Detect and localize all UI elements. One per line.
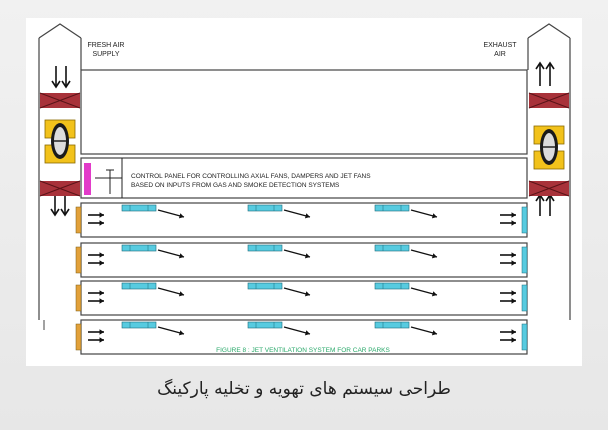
right-arrow-icon bbox=[500, 212, 516, 217]
outlet-grille bbox=[522, 207, 527, 233]
outlet-grille bbox=[522, 247, 527, 273]
jet-fan-icon bbox=[122, 322, 156, 328]
persian-caption: طراحی سیستم های تهویه و تخلیه پارکینگ bbox=[157, 379, 451, 399]
up-arrow-icon bbox=[536, 195, 554, 216]
fresh-air-label-1: FRESH AIR bbox=[87, 42, 125, 49]
right-arrow-icon bbox=[500, 337, 516, 342]
airflow-arrow bbox=[284, 327, 310, 335]
right-arrow-icon bbox=[500, 290, 516, 295]
airflow-arrow bbox=[411, 210, 437, 218]
down-arrow-icon bbox=[51, 196, 69, 215]
airflow-arrow bbox=[411, 250, 437, 258]
jet-fan-icon bbox=[248, 322, 282, 328]
exhaust-label-1: EXHAUST bbox=[483, 42, 517, 49]
right-arrow-icon bbox=[88, 329, 104, 334]
jet-fan-icon bbox=[375, 245, 409, 251]
exhaust-shaft bbox=[528, 24, 570, 320]
right-arrow-icon bbox=[88, 260, 104, 265]
airflow-arrow bbox=[158, 327, 184, 335]
fresh-air-shaft bbox=[39, 24, 81, 330]
jet-fan-icon bbox=[375, 322, 409, 328]
parking-levels bbox=[76, 203, 527, 354]
airflow-arrow bbox=[158, 288, 184, 296]
jet-fan-icon bbox=[122, 283, 156, 289]
right-arrow-icon bbox=[88, 337, 104, 342]
damper-right-top bbox=[529, 93, 569, 108]
airflow-arrow bbox=[411, 288, 437, 296]
right-arrow-icon bbox=[500, 252, 516, 257]
inlet-grille bbox=[76, 207, 81, 233]
control-panel-box bbox=[84, 163, 91, 195]
jet-fan-icon bbox=[248, 283, 282, 289]
right-arrow-icon bbox=[88, 290, 104, 295]
jet-fan-icon bbox=[122, 205, 156, 211]
jet-fan-icon bbox=[375, 205, 409, 211]
right-arrow-icon bbox=[500, 298, 516, 303]
right-arrow-icon bbox=[500, 329, 516, 334]
figure-caption: FIGURE 8 : JET VENTILATION SYSTEM FOR CAR PARKS bbox=[216, 347, 390, 354]
axial-fan-icon bbox=[45, 120, 75, 163]
right-arrow-icon bbox=[88, 212, 104, 217]
airflow-arrow bbox=[284, 210, 310, 218]
exhaust-label-2: AIR bbox=[494, 51, 506, 58]
axial-fan-icon bbox=[534, 126, 564, 169]
fresh-air-label-2: SUPPLY bbox=[92, 51, 120, 58]
airflow-arrow bbox=[411, 327, 437, 335]
airflow-arrow bbox=[158, 250, 184, 258]
inlet-grille bbox=[76, 324, 81, 350]
damper-left-top bbox=[40, 93, 80, 108]
jet-fan-icon bbox=[122, 245, 156, 251]
jet-fan-icon bbox=[375, 283, 409, 289]
up-arrow-icon bbox=[536, 63, 554, 86]
inlet-grille bbox=[76, 285, 81, 311]
airflow-arrow bbox=[158, 210, 184, 218]
right-arrow-icon bbox=[88, 220, 104, 225]
right-arrow-icon bbox=[500, 260, 516, 265]
right-arrow-icon bbox=[88, 298, 104, 303]
airflow-arrow bbox=[284, 250, 310, 258]
top-duct bbox=[81, 70, 527, 154]
jet-fan-icon bbox=[248, 245, 282, 251]
outlet-grille bbox=[522, 285, 527, 311]
right-arrow-icon bbox=[500, 220, 516, 225]
inlet-grille bbox=[76, 247, 81, 273]
control-panel-text-1: CONTROL PANEL FOR CONTROLLING AXIAL FANS, DAMPERS AND JET FANS bbox=[131, 173, 371, 180]
airflow-arrow bbox=[284, 288, 310, 296]
down-arrow-icon bbox=[52, 66, 70, 87]
damper-right-bottom bbox=[529, 181, 569, 196]
jet-fan-icon bbox=[248, 205, 282, 211]
outlet-grille bbox=[522, 324, 527, 350]
control-panel-text-2: BASED ON INPUTS FROM GAS AND SMOKE DETECTION SYSTEMS bbox=[131, 182, 340, 189]
damper-left-bottom bbox=[40, 181, 80, 196]
sensor-icon bbox=[95, 158, 122, 198]
right-arrow-icon bbox=[88, 252, 104, 257]
